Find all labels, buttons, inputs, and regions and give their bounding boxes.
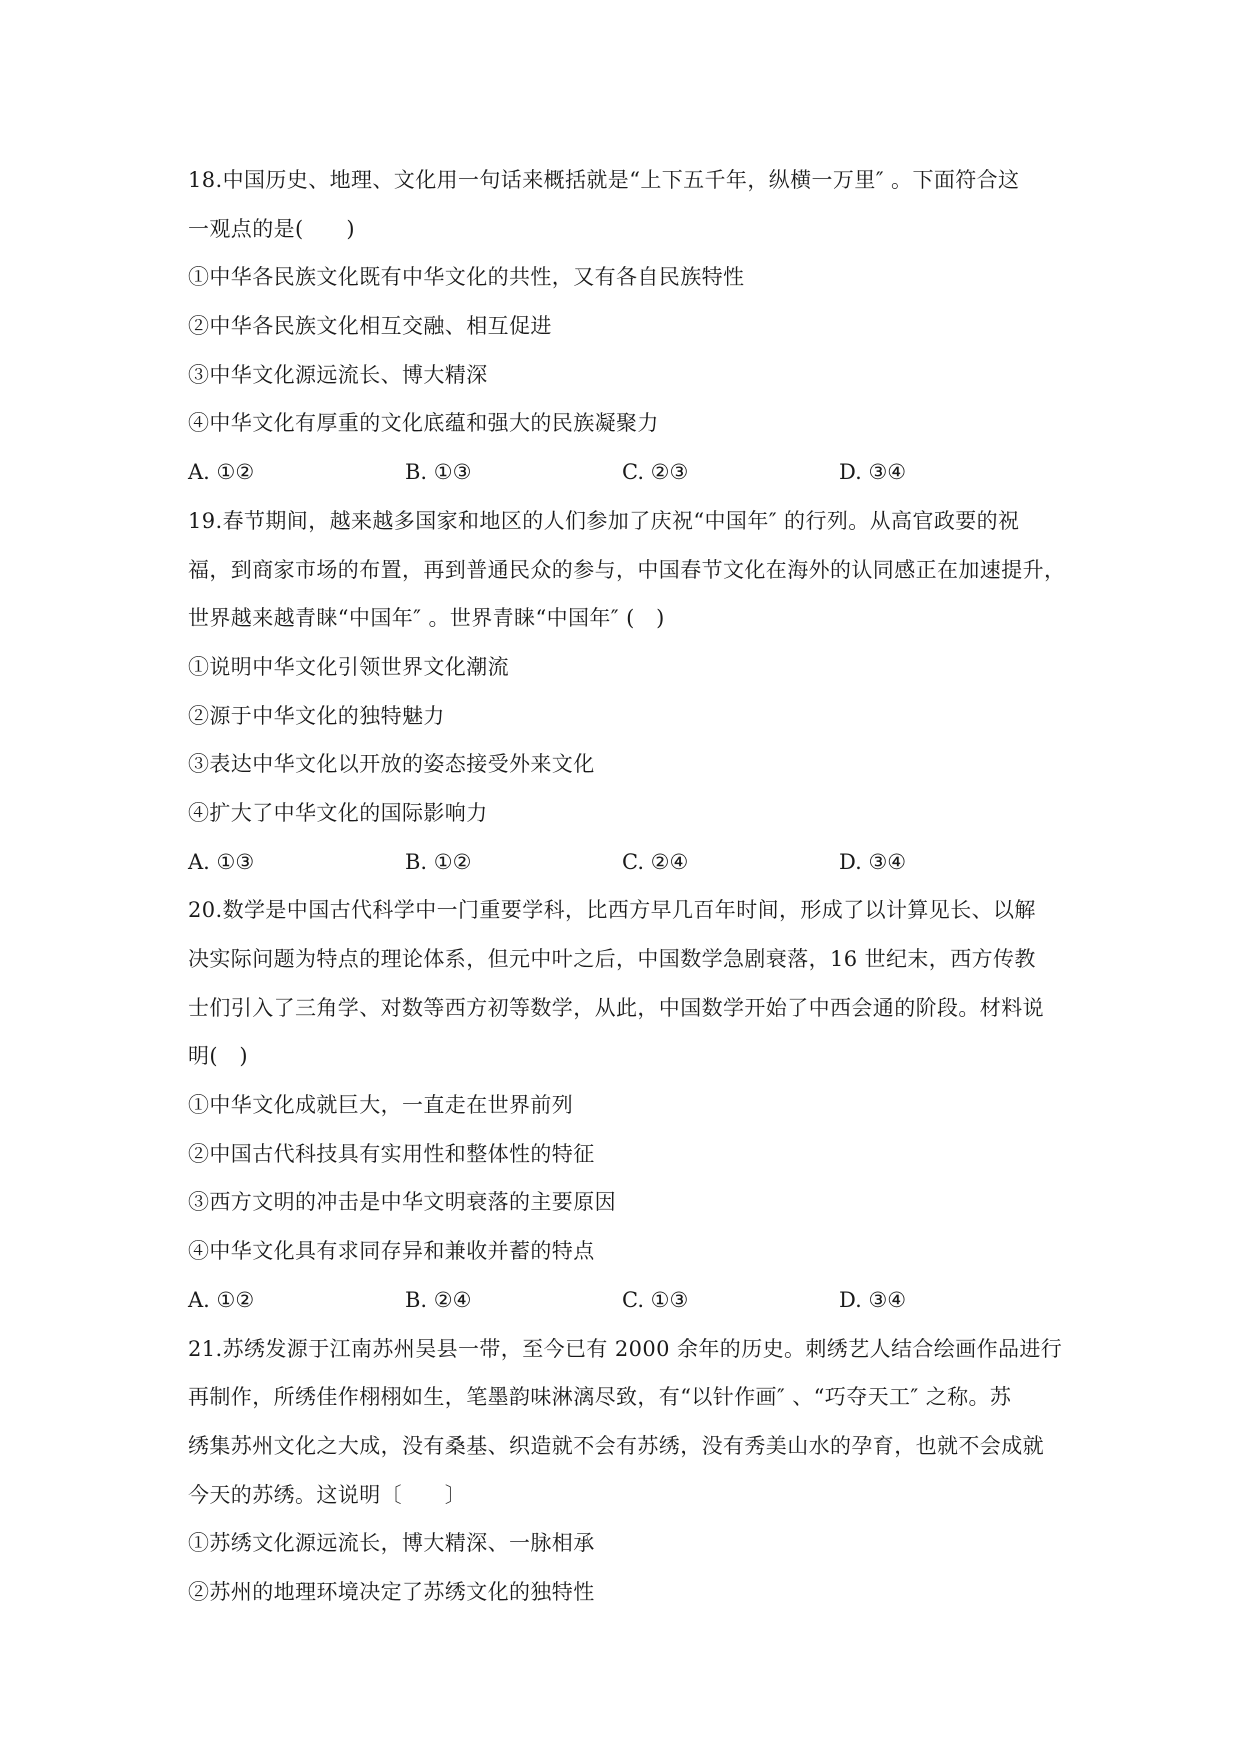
question-stem-line: 一观点的是( ) [188, 216, 355, 241]
question-18 [188, 156, 1060, 497]
option-statement: ①中华各民族文化既有中华文化的共性，又有各自民族特性 [188, 265, 745, 290]
exam-page [188, 156, 1066, 1617]
option-statement: ③西方文明的冲击是中华文明衰落的主要原因 [188, 1190, 616, 1215]
answer-choices [188, 448, 1060, 497]
question-21 [188, 1325, 1063, 1617]
option-statement: ④中华文化具有求同存异和兼收并蓄的特点 [188, 1239, 595, 1264]
answer-choice-a[interactable]: A. ①③ [188, 849, 255, 874]
answer-choice-a[interactable]: A. ①② [188, 460, 255, 485]
option-statement: ②中华各民族文化相互交融、相互促进 [188, 314, 552, 339]
answer-choice-d[interactable]: D. ③④ [839, 460, 907, 485]
option-statement: ③中华文化源远流长、博大精深 [188, 362, 488, 387]
question-stem-line: 21.苏绣发源于江南苏州吴县一带，至今已有 2000 余年的历史。刺绣艺人结合绘画作品进行 [188, 1336, 1063, 1361]
answer-choice-d[interactable]: D. ③④ [839, 1287, 907, 1312]
question-stem-line: 世界越来越青睐“中国年″ 。世界青睐“中国年″ ( ) [188, 606, 665, 631]
question-stem-line: 18.中国历史、地理、文化用一句话来概括就是“上下五千年，纵横一万里″ 。下面符合这 [188, 168, 1020, 192]
option-statement: ③表达中华文化以开放的姿态接受外来文化 [188, 752, 595, 777]
option-statement: ②苏州的地理环境决定了苏绣文化的独特性 [188, 1579, 595, 1604]
question-19 [188, 497, 1066, 887]
question-stem-line: 20.数学是中国古代科学中一门重要学科，比西方早几百年时间，形成了以计算见长、以解 [188, 898, 1036, 923]
answer-choice-b[interactable]: B. ①② [405, 849, 472, 874]
option-statement: ①说明中华文化引领世界文化潮流 [188, 654, 509, 679]
question-stem-line: 福，到商家市场的布置，再到普通民众的参与，中国春节文化在海外的认同感正在加速提升， [188, 557, 1066, 582]
option-statement: ②源于中华文化的独特魅力 [188, 703, 445, 728]
question-stem-line: 决实际问题为特点的理论体系，但元中叶之后，中国数学急剧衰落，16 世纪末，西方传教 [188, 947, 1036, 971]
answer-choices [188, 1276, 1060, 1325]
answer-choice-d[interactable]: D. ③④ [839, 849, 907, 874]
answer-choices [188, 838, 1060, 887]
option-statement: ④扩大了中华文化的国际影响力 [188, 800, 488, 825]
option-statement: ②中国古代科技具有实用性和整体性的特征 [188, 1141, 595, 1166]
answer-choice-a[interactable]: A. ①② [188, 1287, 255, 1312]
answer-choice-c[interactable]: C. ②④ [622, 849, 689, 874]
answer-choice-b[interactable]: B. ②④ [405, 1287, 472, 1312]
answer-choice-c[interactable]: C. ①③ [622, 1287, 689, 1312]
option-statement: ④中华文化有厚重的文化底蕴和强大的民族凝聚力 [188, 411, 659, 436]
question-stem-line: 今天的苏绣。这说明〔 〕 [188, 1482, 467, 1507]
answer-choice-b[interactable]: B. ①③ [405, 460, 472, 485]
question-stem-line: 绣集苏州文化之大成，没有桑基、织造就不会有苏绣，没有秀美山水的孕育，也就不会成就 [188, 1433, 1044, 1458]
question-20 [188, 886, 1060, 1324]
question-stem-line: 19.春节期间，越来越多国家和地区的人们参加了庆祝“中国年″ 的行列。从高官政要的祝 [188, 508, 1020, 533]
question-stem-line: 明( ) [188, 1044, 248, 1069]
option-statement: ①苏绣文化源远流长，博大精深、一脉相承 [188, 1531, 595, 1556]
option-statement: ①中华文化成就巨大，一直走在世界前列 [188, 1093, 574, 1118]
question-stem-line: 士们引入了三角学、对数等西方初等数学，从此，中国数学开始了中西会通的阶段。材料说 [188, 995, 1044, 1020]
answer-choice-c[interactable]: C. ②③ [622, 460, 689, 485]
question-stem-line: 再制作，所绣佳作栩栩如生，笔墨韵味淋漓尽致，有“以针作画″ 、“巧夺天工″ 之称。苏 [188, 1385, 1012, 1410]
